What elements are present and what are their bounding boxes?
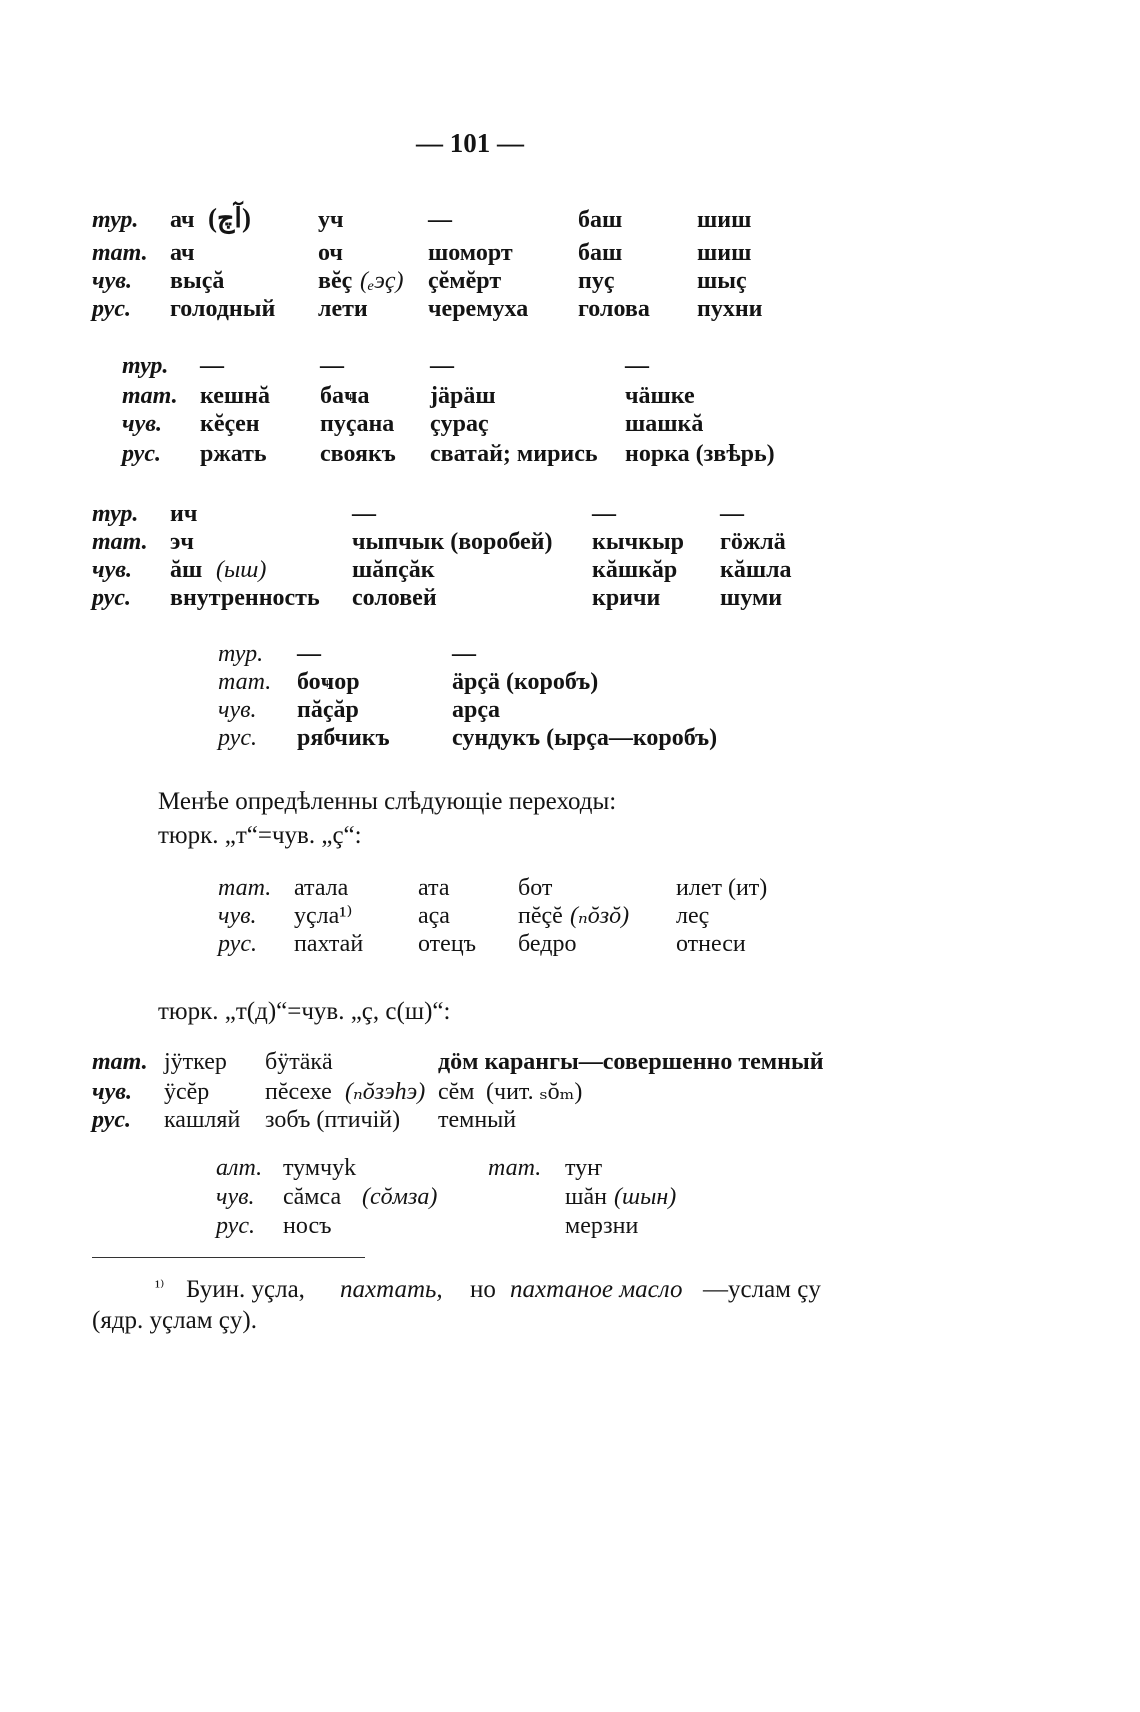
word-cell: шуми <box>720 585 783 611</box>
lang-label: рус. <box>218 725 257 751</box>
word-cell: бÿтäкä <box>265 1049 333 1075</box>
word-cell: бедро <box>518 931 577 957</box>
footnote-italic-term: пахтаное масло <box>510 1276 683 1303</box>
lang-label: чув. <box>218 903 257 929</box>
footnote-text: Буин. уçла, <box>186 1276 305 1303</box>
word-cell: черемуха <box>428 296 529 322</box>
word-cell: пуçана <box>320 411 395 437</box>
word-cell: чäшке <box>625 383 695 409</box>
word-cell: jäрäш <box>430 383 496 409</box>
pronunciation-note: (сŏмза) <box>362 1184 438 1210</box>
dash-cell: — <box>320 353 344 379</box>
pronunciation-note: (чит. ₛŏₘ) <box>486 1079 583 1105</box>
word-cell: ÿсĕр <box>164 1079 210 1105</box>
word-cell: дöм карангы—совершенно темный <box>438 1049 824 1075</box>
word-cell: ач <box>170 207 195 233</box>
word-cell: пĕсехе <box>265 1079 332 1105</box>
word-cell: своякъ <box>320 441 396 467</box>
dash-cell: — <box>452 641 476 667</box>
lang-label: чув. <box>216 1184 255 1210</box>
dash-cell: — <box>428 207 452 233</box>
word-cell: шашкă <box>625 411 704 437</box>
page-number: — 101 — <box>416 128 524 158</box>
lang-label: тат. <box>218 875 272 901</box>
word-cell: шăпçăк <box>352 557 435 583</box>
lang-label: чув. <box>92 557 132 583</box>
word-cell: кăшкăр <box>592 557 678 583</box>
word-cell: отецъ <box>418 931 477 957</box>
word-cell: çураç <box>430 411 489 437</box>
dash-cell: — <box>592 501 616 527</box>
rule-heading: тюрк. „т“=чув. „ç“: <box>158 822 362 849</box>
word-cell: çĕмĕрт <box>428 268 502 294</box>
word-cell: уч <box>318 207 344 233</box>
word-cell: уçла¹⁾ <box>294 903 353 929</box>
word-cell: jÿткер <box>164 1049 227 1075</box>
word-cell: пăçăр <box>297 697 359 723</box>
word-cell: илет (ит) <box>676 875 768 901</box>
lang-label: алт. <box>216 1155 263 1181</box>
dash-cell: — <box>352 501 376 527</box>
footnote-divider <box>92 1257 365 1258</box>
word-cell: внутренность <box>170 585 320 611</box>
word-cell: лети <box>318 296 368 322</box>
lang-label: рус. <box>92 296 131 322</box>
word-cell: шиш <box>697 207 752 233</box>
word-cell: шăн <box>565 1184 607 1210</box>
dash-cell: — <box>200 353 224 379</box>
arabic-script-note: (آچ) <box>208 203 251 233</box>
lang-label: тат. <box>92 1049 148 1075</box>
word-cell: пахтай <box>294 931 364 957</box>
word-cell: ач <box>170 240 195 266</box>
word-cell: ржать <box>200 441 267 467</box>
lang-label: чув. <box>92 1079 132 1105</box>
dash-cell: — <box>625 353 649 379</box>
word-cell: атала <box>294 875 349 901</box>
word-cell: сундукъ (ырçа—коробъ) <box>452 725 718 751</box>
word-cell: бот <box>518 875 553 901</box>
footnote-text: но <box>470 1276 496 1303</box>
word-cell: кычкыр <box>592 529 685 555</box>
word-cell: мерзни <box>565 1213 639 1239</box>
word-cell: туҥ <box>565 1155 603 1181</box>
lang-label: тур. <box>92 501 139 527</box>
word-cell: äрçä (коробъ) <box>452 669 599 695</box>
word-cell: ăш <box>170 557 203 583</box>
lang-label: тат. <box>92 529 148 555</box>
word-cell: оч <box>318 240 343 266</box>
lang-label: тат. <box>122 383 178 409</box>
dash-cell: — <box>430 353 454 379</box>
word-cell: тумчуk <box>283 1155 357 1181</box>
pronunciation-note: (ₑэç) <box>360 268 404 294</box>
word-cell: пухни <box>697 296 763 322</box>
word-cell: вĕç <box>318 268 353 294</box>
lang-label: чув. <box>92 268 132 294</box>
word-cell: выçă <box>170 268 225 294</box>
word-cell: шыç <box>697 268 747 294</box>
lang-label: тур. <box>218 641 264 667</box>
dash-cell: — <box>720 501 744 527</box>
pronunciation-note: (ₙŏзŏ) <box>570 903 630 929</box>
word-cell: баш <box>578 240 623 266</box>
word-cell: ата <box>418 875 450 901</box>
word-cell: кричи <box>592 585 661 611</box>
footnote-marker: ¹⁾ <box>155 1277 165 1296</box>
footnote-text: (ядр. уçлам çу). <box>92 1307 257 1334</box>
word-cell: носъ <box>283 1213 332 1239</box>
dash-cell: — <box>297 641 321 667</box>
lang-label: рус. <box>92 1107 131 1133</box>
lang-label: тат. <box>92 240 148 266</box>
word-cell: темный <box>438 1107 517 1133</box>
lang-label: рус. <box>92 585 131 611</box>
body-text-line: Менѣе опредѣленны слѣдующіе переходы: <box>158 788 617 815</box>
word-cell: ич <box>170 501 198 527</box>
lang-label: тат. <box>488 1155 542 1181</box>
lang-label: тур. <box>92 207 139 233</box>
word-cell: отнеси <box>676 931 746 957</box>
word-cell: голодный <box>170 296 276 322</box>
lang-label: рус. <box>216 1213 255 1239</box>
word-cell: сватай; мирись <box>430 441 598 467</box>
pronunciation-note: (ₙŏзэhэ) <box>345 1079 426 1105</box>
word-cell: баҹа <box>320 383 370 409</box>
lang-label: тат. <box>218 669 272 695</box>
word-cell: боҹор <box>297 669 360 695</box>
word-cell: кĕçен <box>200 411 260 437</box>
word-cell: чыпчык (воробей) <box>352 529 553 555</box>
word-cell: кашляй <box>164 1107 241 1133</box>
word-cell: баш <box>578 207 623 233</box>
word-cell: гöжлä <box>720 529 786 555</box>
word-cell: рябчикъ <box>297 725 390 751</box>
word-cell: пуç <box>578 268 615 294</box>
word-cell: арçа <box>452 697 500 723</box>
word-cell: соловей <box>352 585 437 611</box>
word-cell: голова <box>578 296 650 322</box>
word-cell: пĕçĕ <box>518 903 563 929</box>
word-cell: шоморт <box>428 240 513 266</box>
word-cell: сĕм <box>438 1079 475 1105</box>
lang-label: рус. <box>218 931 257 957</box>
word-cell: норка (звѣрь) <box>625 441 775 467</box>
word-cell: эч <box>170 529 194 555</box>
lang-label: рус. <box>122 441 161 467</box>
pronunciation-note: (ыш) <box>216 557 267 583</box>
lang-label: чув. <box>122 411 162 437</box>
word-cell: зобъ (птичій) <box>265 1107 401 1133</box>
footnote-italic-term: пахтать, <box>340 1276 443 1303</box>
word-cell: кешнă <box>200 383 270 409</box>
word-cell: шиш <box>697 240 752 266</box>
footnote-text: —услам çу <box>703 1276 821 1303</box>
rule-heading: тюрк. „т(д)“=чув. „ç, с(ш)“: <box>158 998 451 1025</box>
word-cell: сăмса <box>283 1184 342 1210</box>
word-cell: аçа <box>418 903 450 929</box>
lang-label: чув. <box>218 697 257 723</box>
pronunciation-note: (шын) <box>614 1184 677 1210</box>
lang-label: тур. <box>122 353 169 379</box>
word-cell: леç <box>676 903 710 929</box>
word-cell: кăшла <box>720 557 792 583</box>
